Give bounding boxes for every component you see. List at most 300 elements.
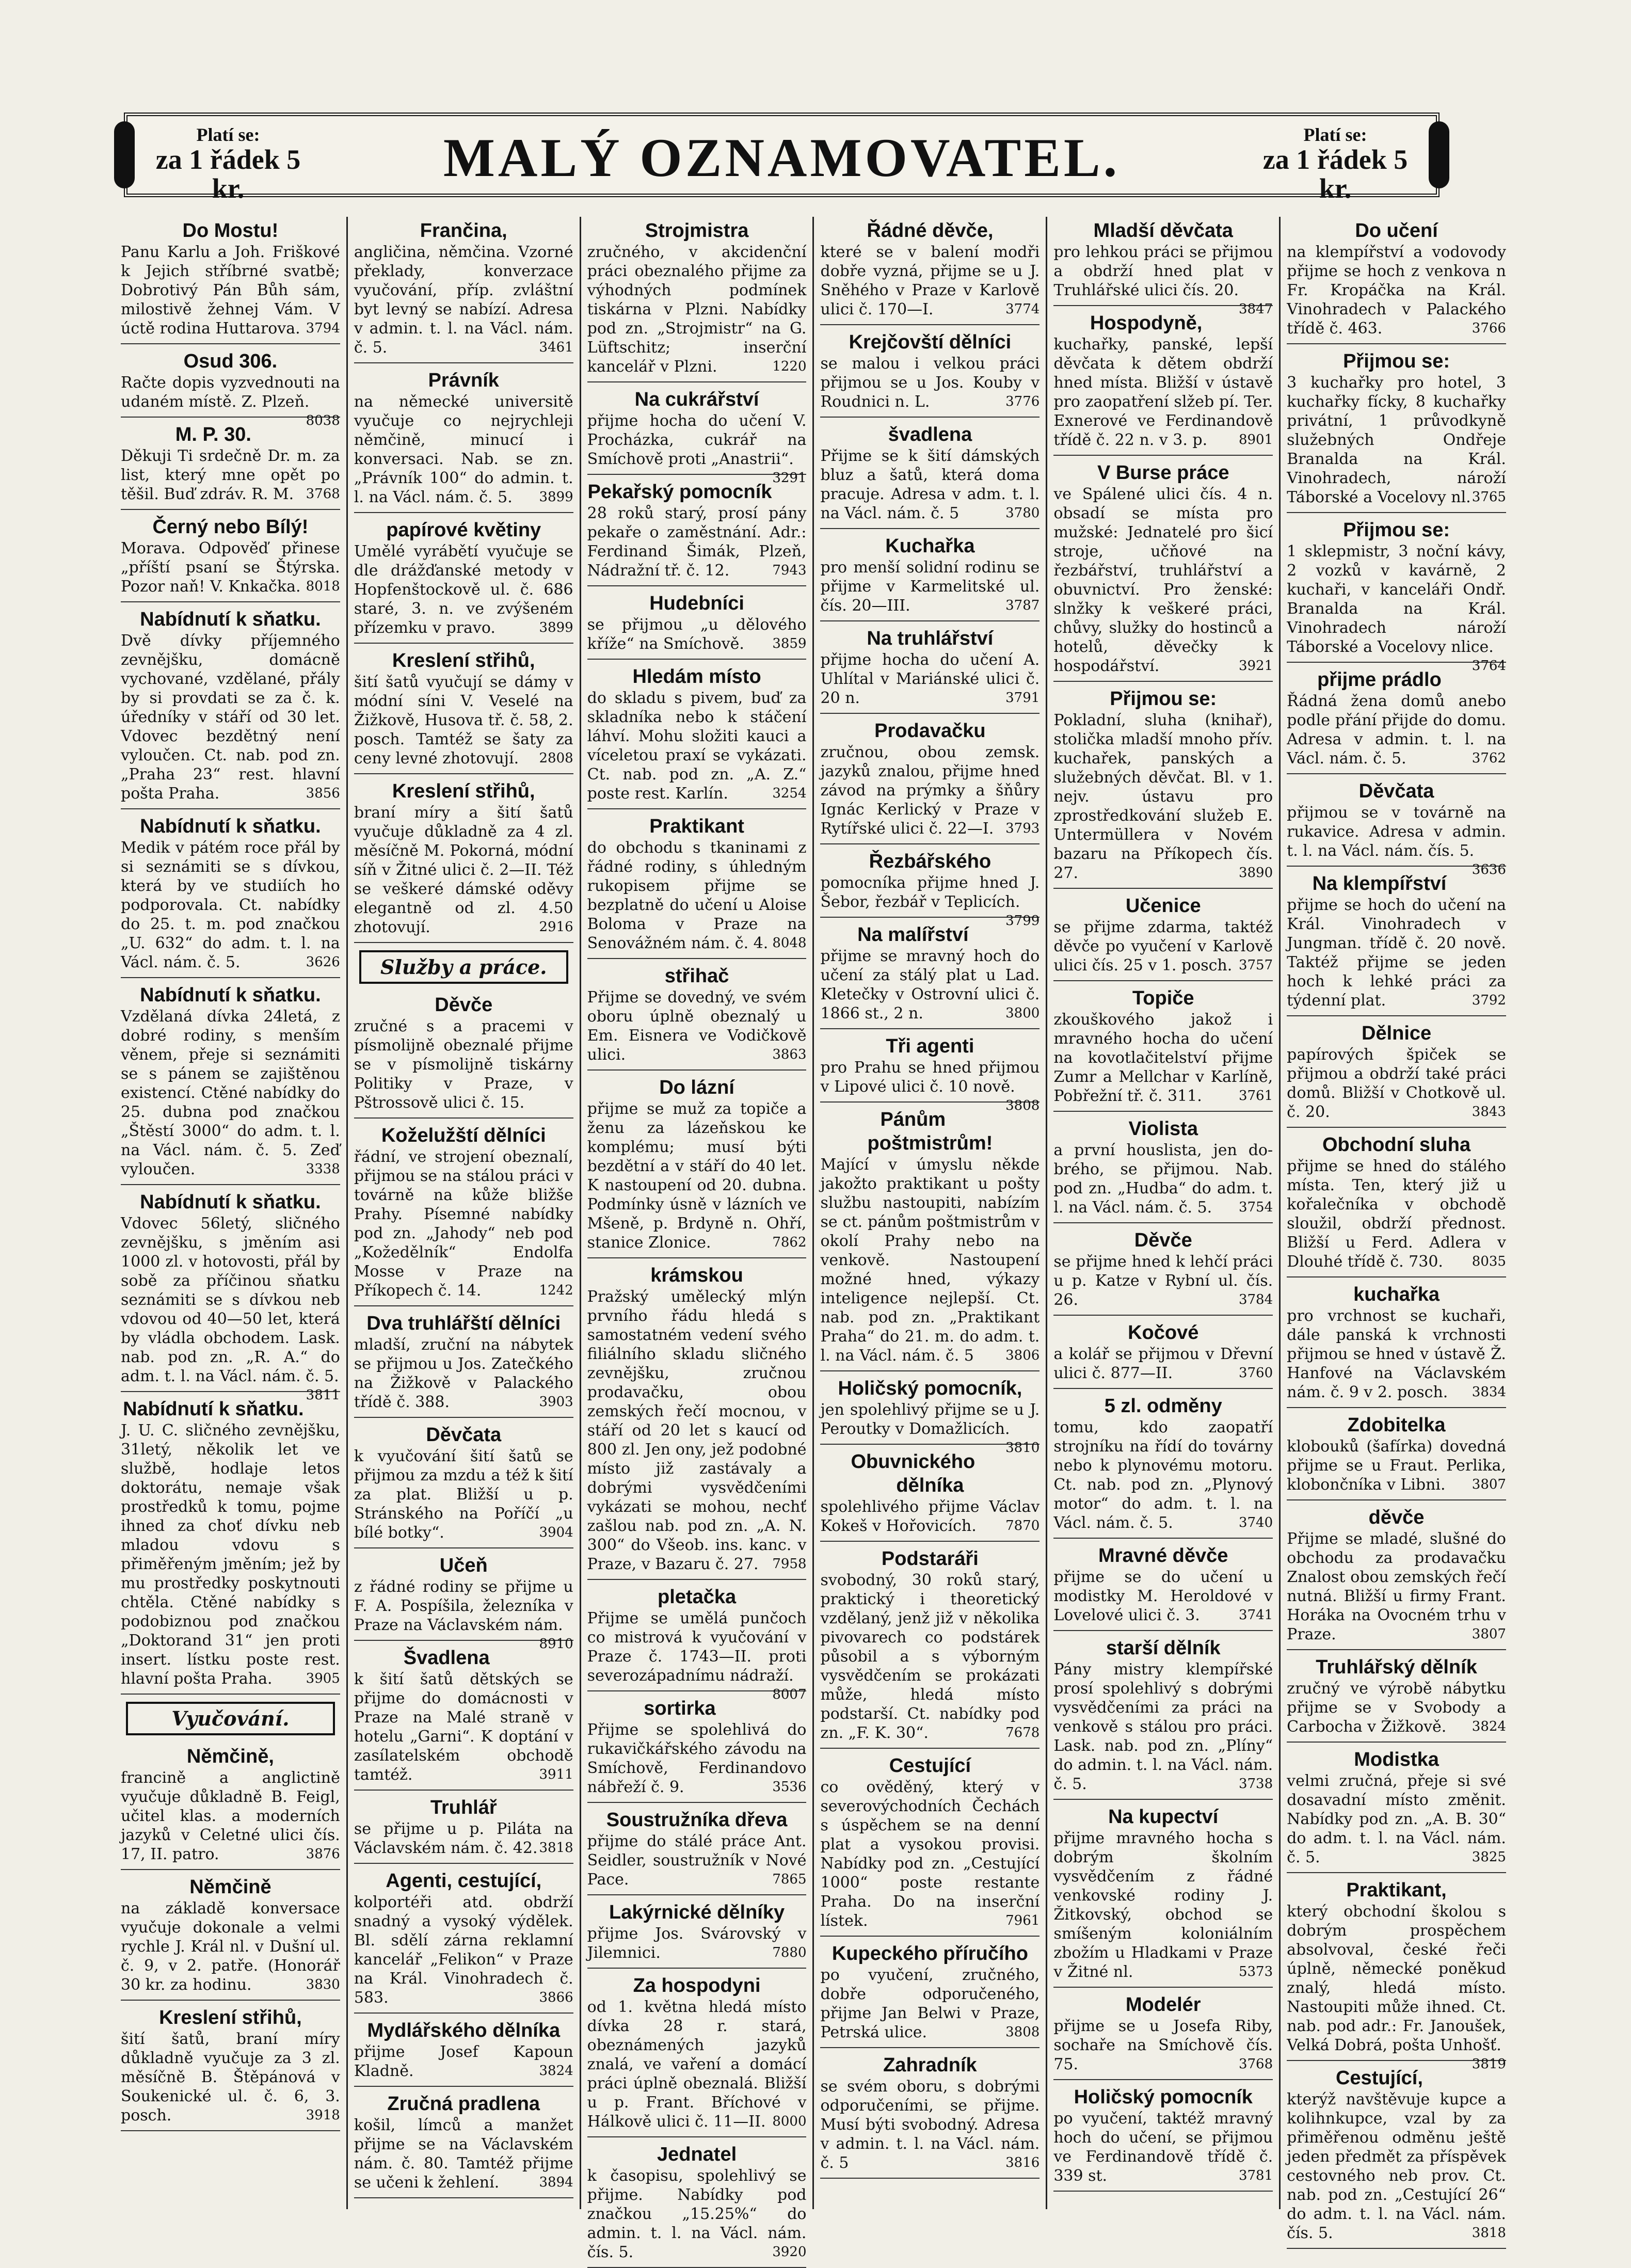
ad-text: kterýž navštěvuje kupce a kolihnkupce, vzal by za přiměřenou odměnu ještě jeden předmět za příspěvek cestovného neb prov. Ct. nab. pod zn. „Cestující 26“ do adm. t. l. na Václ. nám. čís. 5. — [1287, 2090, 1506, 2242]
ad-heading: Přijmou se: — [1110, 688, 1217, 710]
ad-heading: Zdobitelka — [1347, 1414, 1446, 1436]
ad-heading: Řezbářského — [869, 851, 992, 872]
ad-number: 3818 — [1472, 2225, 1506, 2241]
ads-column — [346, 217, 580, 2209]
ad-number: 3824 — [1472, 1719, 1506, 1734]
ad-text: Pražský umělecký mlýn prvního řádu hledá s samostatném vedení svého filiálního skladu sličného zevnějšku, zručnou prodavačku, obou zemských řečí mocnou, v stáří od 20 let s kaucí od 800 zl. Jen ony, jež podobné místo již zastávaly a dobrými vysvědčeními vykázati se mohou, nechť zašlou nab. pod zn. „A. N. 300“ do Všeob. ins. kanc. v Praze, v Bazaru č. 27. — [587, 1288, 807, 1573]
classified-ad — [820, 1448, 1040, 1542]
ad-heading: švadlena — [888, 424, 972, 445]
ad-heading: Mravné děvče — [1098, 1545, 1228, 1567]
classified-ad — [121, 605, 340, 809]
ad-number: 3894 — [539, 2175, 573, 2190]
classified-ad — [1287, 217, 1506, 344]
ad-heading: Modelér — [1125, 1994, 1201, 2016]
section-header: Vyučování. — [126, 1702, 335, 1735]
ad-heading: Do Mostu! — [182, 220, 279, 242]
ad-text: přijme mravného hocha s dobrým školním vysvědčením z řádné venkovské rodiny J. Žitkovský, obchod se smíšeným koloniálním zbožím u Hladkami v Praze v Žitné nl. — [1053, 1829, 1273, 1981]
classified-ad — [354, 647, 573, 774]
classified-ad — [820, 1375, 1040, 1456]
ad-heading: Na cukrářství — [634, 389, 759, 410]
ad-number: 3911 — [539, 1767, 573, 1782]
ad-heading: Černý nebo Bílý! — [152, 516, 309, 538]
ad-number: 2808 — [539, 750, 573, 766]
price-left — [143, 125, 313, 203]
classified-ad — [1053, 1115, 1273, 1223]
ad-number: 8038 — [306, 413, 340, 428]
ad-heading: Děvčata — [1358, 780, 1434, 802]
ad-heading: 5 zl. odměny — [1104, 1395, 1222, 1417]
ad-number: 3808 — [1005, 1098, 1040, 1113]
ad-heading: Na truhlářství — [867, 628, 994, 649]
classified-ad — [587, 812, 807, 959]
classified-ad — [587, 1972, 807, 2137]
ad-number: 3819 — [1472, 2056, 1506, 2072]
classified-ad — [587, 1261, 807, 1580]
ad-number: 3787 — [1005, 598, 1040, 613]
ad-heading: Cestující — [889, 1755, 971, 1777]
ad-number: 3899 — [539, 489, 573, 505]
classified-ad — [1287, 1746, 1506, 1873]
ad-number: 3807 — [1472, 1626, 1506, 1642]
ad-number: 3626 — [306, 954, 340, 970]
ad-number: 3741 — [1238, 1607, 1273, 1623]
classified-ad — [1053, 1542, 1273, 1631]
ad-text: na německé universitě vyučuje co nejrychleji němčině, minucí i konversaci. Nab. se zn. „Právník 100“ do admin. t. l. na Václ. nám. č. 5. — [354, 393, 573, 506]
ad-number: 3794 — [306, 321, 340, 336]
ad-heading: Přijmou se: — [1343, 519, 1450, 541]
classified-ad — [1053, 2083, 1273, 2192]
ad-text: přijme se muž za topiče a ženu za lázeňskou ke komplému; musí býti bezdětní a v stáří do 40 let. K nastoupení od 20. dubna. Podmínky úsně v lázních ve Mšeně, p. Brdyně n. Ohří, stanice Zlonice. — [587, 1100, 807, 1252]
classified-ad — [587, 1074, 807, 1258]
ad-number: 3536 — [772, 1779, 807, 1795]
classified-ad — [354, 366, 573, 513]
ad-heading: Topiče — [1132, 987, 1194, 1009]
ad-text: Morava. Odpověď přinese „příští psaní se Štýrska. Pozor naň! V. Knkačka. — [121, 539, 340, 596]
ad-text: se přijme hned k lehčí práci u p. Katze v Rybní ul. čís. 26. — [1053, 1253, 1273, 1309]
classified-ad — [1053, 309, 1273, 456]
ad-heading: Na kupectví — [1108, 1806, 1219, 1828]
ad-text: se přijme u p. Piláta na Václavském nám. č. 42. — [354, 1820, 573, 1857]
classified-ad — [354, 777, 573, 943]
ad-heading: Frančina, — [420, 220, 507, 242]
ad-heading: Lakýrnické dělníky — [609, 1902, 785, 1923]
ads-grid — [115, 217, 1512, 2261]
ad-text: Dvě dívky příjemného zevnějšku, domácně vychované, vzdělané, přály by si provdati se za č. k. úředníky v stáří od 30 let. Vdovec bezdětný není vyloučen. Ct. nab. pod zn. „Praha 23“ rest. hlavní pošta Praha. — [121, 632, 340, 803]
ad-number: 3866 — [539, 1990, 573, 2005]
classified-ad — [587, 478, 807, 586]
ad-heading: Švadlena — [403, 1647, 490, 1669]
ad-heading: Krejčovští dělníci — [849, 331, 1012, 353]
ad-text: zručné s a pracemi v písmolijně obeznalé přijme se v písmolijně tiskárny Politiky v Praze, v Pštrossově ulici č. 15. — [354, 1017, 573, 1112]
ad-number: 3766 — [1472, 321, 1506, 336]
ad-heading: Děvče — [435, 994, 493, 1016]
ad-number: 5373 — [1238, 1964, 1273, 1979]
classified-ad — [1287, 1504, 1506, 1650]
ad-text: klobouků (šafírka) dovedná přijme se u Fraut. Perlika, klobončníka v Libni. — [1287, 1438, 1506, 1494]
classified-ad — [1053, 892, 1273, 981]
ad-number: 3793 — [1005, 821, 1040, 836]
ad-text: po vyučení, taktéž mravný hoch do učení, se přijmou ve Ferdinandově třídě č. 339 st. — [1053, 2110, 1273, 2185]
ad-text: Mající v úmyslu někde jakožto praktikant u pošty službu nastoupiti, nabízím se ct. pánům poštmistrům v okolí Prahy nebo na venkově. Nastoupení možné hned, výkazy inteligence nejlepší. Ct. nab. pod zn. „Praktikant Praha“ do 21. m. do adm. t. l. na Václ. nám. č. 5 — [820, 1156, 1040, 1365]
ad-number: 3920 — [772, 2244, 807, 2260]
ad-text: zručnou, obou zemsk. jazyků znalou, přijme hned závod na prýmky a šňůry Ignác Kerlický v Praze v Rytířské ulici č. 22—I. — [820, 743, 1040, 838]
ad-heading: Kreslení střihů, — [392, 650, 535, 672]
ad-heading: Obuvnického dělníka — [851, 1451, 976, 1496]
ad-number: 7678 — [1005, 1725, 1040, 1740]
ad-number: 3834 — [1472, 1384, 1506, 1400]
ad-text: kolportéři atd. obdrží snadný a vysoký výdělek. Bl. sdělí zárna reklamní kancelář „Felikon“ v Praze na Král. Vinohradech č. 583. — [354, 1893, 573, 2007]
classified-ad — [354, 1794, 573, 1864]
ad-text: přijme Jos. Svárovský v Jilemnici. — [587, 1925, 807, 1962]
ad-text: velmi zručná, přeje si své dosavadní místo změnit. Nabídky pod zn. „A. B. 30“ do adm. t. l. na Václ. nám. č. 5. — [1287, 1772, 1506, 1866]
ad-text: po vyučení, zručného, dobře odporučeného, přijme Jan Belwi v Praze, Petrská ulice. — [820, 1966, 1040, 2041]
classified-ad — [354, 1552, 573, 1652]
ad-heading: Na malířství — [857, 924, 969, 946]
ad-text: šití šatů vyučují se dámy v módní síni V. Veselé na Žižkově, Husova tř. č. 58, 2. posch. Tamtéž se šaty za ceny levné zhotovují. — [354, 673, 573, 768]
ads-column — [812, 217, 1046, 2209]
classified-ad — [820, 328, 1040, 418]
ad-text: 3 kuchařky pro hotel, 3 kuchařky fícky, 8 kuchařky privátní, 1 průvodkyně služebných Ondřeje Branalda na Král. Vinohradech, nároží Táborské a Vocelovy nl. — [1287, 374, 1506, 506]
masthead — [124, 113, 1440, 204]
ad-number: 3768 — [306, 486, 340, 502]
ad-number: 3825 — [1472, 1849, 1506, 1865]
ad-number: 3762 — [1472, 750, 1506, 766]
ad-number: 3818 — [539, 1840, 573, 1856]
classified-ad — [354, 217, 573, 363]
ad-number: 3636 — [1472, 862, 1506, 877]
ad-number: 3859 — [772, 636, 807, 651]
ad-text: jen spolehlivý přijme se u J. Peroutky v Domažlicích. — [820, 1401, 1040, 1438]
ad-text: na klempířství a vodovody přijme se hoch z venkova n Fr. Kropáčka na Král. Vinohradech v Palackého třídě č. 463. — [1287, 243, 1506, 338]
classified-ad — [354, 2090, 573, 2198]
ad-heading: Praktikant, — [1346, 1879, 1447, 1901]
classified-ad — [1053, 1392, 1273, 1539]
classified-ad — [820, 921, 1040, 1029]
ad-text: a kolář se přijmou v Dřevní ulici č. 877—II. — [1053, 1345, 1273, 1382]
ad-number: 8048 — [772, 935, 807, 951]
ad-text: přijme do stálé práce Ant. Seidler, soustružník v Nové Pace. — [587, 1832, 807, 1889]
ad-number: 3921 — [1238, 658, 1273, 674]
ad-text: přijme se do učení u modistky M. Heroldové v Lovelové ulici č. 3. — [1053, 1568, 1273, 1624]
classified-ad — [1287, 1411, 1506, 1500]
classified-ad — [587, 962, 807, 1071]
classified-ad — [820, 2051, 1040, 2179]
price-right — [1250, 125, 1420, 203]
ad-heading: starší dělník — [1106, 1637, 1221, 1659]
classified-ad — [820, 532, 1040, 621]
classified-ad — [1053, 1803, 1273, 1988]
ad-number: 3764 — [1472, 658, 1506, 674]
ad-number: 3291 — [772, 470, 807, 486]
ad-heading: Řádné děvče, — [867, 220, 994, 242]
ad-text: přijme Josef Kapoun Kladně. — [354, 2043, 573, 2080]
ad-text: Přijme se k šití dámských bluz a šatů, která doma pracuje. Adresa v adm. t. l. na Václ. nám. č. 5 — [820, 447, 1040, 522]
ad-heading: Kuchařka — [885, 535, 975, 557]
ad-text: Panu Karlu a Joh. Friškové k Jejich stříbrné svatbě; Dobrotivý Pán Bůh sám, milostivě žehnej Vám. V úctě rodina Huttarova. — [121, 243, 340, 338]
ads-column — [1046, 217, 1279, 2209]
ad-number: 7958 — [772, 1556, 807, 1572]
classified-ad — [354, 1309, 573, 1418]
classified-ad — [820, 625, 1040, 714]
ad-heading: Strojmistra — [645, 220, 749, 242]
ad-text: Přijme se mladé, slušné do obchodu za prodavačku Znalost obou zemských řečí nutná. Bližší u firmy Frant. Horáka na Ovocném trhu v Praze. — [1287, 1530, 1506, 1643]
ad-text: k šití šatů dětských se přijme do domácnosti v Praze na Malé straně v hotelu „Garni“. K doptání v zasílatelském obchodě tamtéž. — [354, 1670, 573, 1784]
classified-ad — [1053, 984, 1273, 1112]
ad-number: 7870 — [1005, 1518, 1040, 1534]
ad-text: pro Prahu se hned přijmou v Lipové ulici č. 10 nově. — [820, 1059, 1040, 1096]
ad-text: mladší, zruční na nábytek se přijmou u Jos. Zatečkého na Žižkově v Palackého třídě č. 388. — [354, 1336, 573, 1411]
ad-number: 3800 — [1005, 1005, 1040, 1021]
classified-ad — [587, 589, 807, 660]
ad-number: 3461 — [539, 340, 573, 355]
classified-ad — [121, 981, 340, 1185]
ad-number: 3905 — [306, 1671, 340, 1686]
classified-ad — [1053, 1226, 1273, 1316]
ad-number: 3760 — [1238, 1365, 1273, 1381]
ad-heading: Nabídnutí k sňatku. — [140, 1191, 321, 1213]
ad-heading: Němčině — [189, 1876, 271, 1898]
ad-text: se svém oboru, s dobrými odporučeními, se přijme. Musí býti svobodný. Adresa v admin. t. l. na Václ. nám. č. 5 — [820, 2078, 1040, 2172]
ad-text: z řádné rodiny se přijme u F. A. Pospíšila, železníka v Praze na Václavském nám. — [354, 1578, 573, 1634]
classified-ad — [820, 1752, 1040, 1937]
ad-heading: Mladší děvčata — [1093, 220, 1233, 242]
ad-heading: Němčině, — [186, 1746, 274, 1767]
ad-text: pro menší solidní rodinu se přijme v Karmelitské ul. čís. 20—III. — [820, 558, 1040, 615]
classified-ad — [1287, 1653, 1506, 1743]
ad-text: se malou i velkou práci přijmou se u Jos. Kouby v Roudnici n. L. — [820, 355, 1040, 411]
ad-number: 3890 — [1238, 865, 1273, 881]
classified-ad — [121, 1743, 340, 1870]
ad-text: 1 sklepmistr, 3 noční kávy, 2 vozků v kavárně, 2 kuchaři, v kanceláři Ondř. Branalda na Král. Vinohradech nároží Táborské a Vocelovy nlice. — [1287, 542, 1506, 656]
ad-text: kuchařky, panské, lepší děvčata k dětem obdrží hned místa. Bližší v ústavě pro zaopatření slžeb pí. Ter. Exnerové ve Ferdinandově třídě č. 22 n. v 3. p. — [1053, 336, 1273, 449]
ad-heading: Nabídnutí k sňatku. — [140, 816, 321, 837]
classified-ad — [354, 2017, 573, 2087]
ads-column — [1279, 217, 1512, 2242]
ad-heading: Podstaráři — [881, 1548, 979, 1570]
ad-text: který obchodní školou s dobrým prospěchem absolvoval, české řeči úplně, německé poněkud znalý, hledá místo. Nastoupiti může ihned. Ct. nab. pod adr.: Fr. Janoušek, Velká Dobrá, pošta Unhošť. — [1287, 1903, 1506, 2054]
ad-text: se přijme zdarma, taktéž děvče po vyučení v Karlově ulici čís. 25 v 1. posch. — [1053, 918, 1273, 975]
ad-number: 1242 — [539, 1283, 573, 1298]
ad-number: 3254 — [772, 786, 807, 801]
ad-heading: Obchodní sluha — [1322, 1134, 1471, 1156]
classified-ad — [354, 1867, 573, 2014]
ad-text: spolehlivého přijme Václav Kokeš v Hořovicích. — [820, 1498, 1040, 1535]
ad-heading: Jednatel — [657, 2144, 737, 2165]
ad-heading: papírové květiny — [386, 519, 541, 541]
ad-number: 8018 — [306, 579, 340, 594]
page-title: MALÝ OZNAMOVATEL. — [443, 127, 1121, 188]
ad-heading: Zahradník — [883, 2054, 977, 2076]
ad-heading: děvče — [1368, 1507, 1425, 1528]
ad-number: 3738 — [1238, 1776, 1273, 1792]
classified-ad — [121, 812, 340, 978]
ad-heading: Zručná pradlena — [387, 2093, 540, 2115]
ad-number: 3811 — [306, 1387, 340, 1403]
ad-number: 8901 — [1238, 432, 1273, 448]
ad-text: pomocníka přijme hned J. Šebor, řezbář v Teplicích. — [820, 874, 1040, 911]
ad-heading: Soustružníka dřeva — [606, 1809, 788, 1831]
ad-number: 8007 — [772, 1687, 807, 1702]
ad-text: přijme se u Josefa Riby, sochaře na Smíchově čís. 75. — [1053, 2017, 1273, 2073]
ad-number: 3765 — [1472, 489, 1506, 505]
ad-text: přijme hocha do učení A. Uhlítal v Mariánské ulici č. 20 n. — [820, 651, 1040, 707]
ad-number: 3899 — [539, 620, 573, 635]
ad-heading: Nabídnutí k sňatku. — [140, 984, 321, 1006]
classified-ad — [587, 663, 807, 809]
ad-number: 3918 — [306, 2107, 340, 2123]
ad-text: Vdovec 56letý, sličného zevnějšku, s jměním asi 1000 zl. v hotovosti, přál by sobě za příčinou sňatku seznámiti se s dívkou neb vdovou od 40—50 let, která by vládla obchodem. Lask. nab. pod zn. „R. A.“ do adm. t. l. na Václ. nám. č. 5. — [121, 1215, 340, 1385]
ad-number: 2916 — [539, 919, 573, 935]
ad-text: Vzdělaná dívka 24letá, z dobré rodiny, s menším věnem, přeje si seznámiti se s pánem se zajištěnou existencí. Ctěné nabídky do 25. dubna pod značkou „Štěstí 3000“ do adm. t. l. na Václ. nám. č. 5. Zeď vyloučen. — [121, 1008, 340, 1178]
classified-ad — [121, 2004, 340, 2131]
ad-text: francině a anglictině vyučuje důkladně B. Feigl, učitel klas. a moderních jazyků v Celetné ulici čís. 17, II. patro. — [121, 1769, 340, 1863]
ad-text: Medik v pátém roce přál by si seznámiti se s dívkou, která by ve studiích ho podporovala. Ct. nabídky do 25. t. m. pod značkou „U. 632“ do adm. t. l. na Václ. nám. č. 5. — [121, 839, 340, 971]
ad-text: Přijme se umělá punčoch co mistrová k vyučování v Praze č. 1743—II. proti severozápadnímu nádraží. — [587, 1609, 807, 1685]
price-left-value: za 1 řádek 5 kr. — [155, 143, 301, 204]
ad-text: Přijme se dovedný, ve svém oboru úplně obeznalý u Em. Eisnera ve Vodičkově ulici. — [587, 988, 807, 1064]
ad-number: 8000 — [772, 2114, 807, 2129]
classified-ad — [587, 1806, 807, 1895]
ad-heading: pletačka — [658, 1586, 737, 1608]
classified-ad — [587, 2141, 807, 2268]
ad-heading: Tři agenti — [886, 1035, 974, 1057]
classified-ad — [587, 386, 807, 486]
ad-heading: střihač — [664, 965, 729, 987]
ad-text: svobodný, 30 roků starý, praktický i theoretický vzdělaný, jenž již v několika pivovarech co podstárek působil a s výborným vysvědčením se prokázati může, hledá místo podstarší. Ct. nabídky pod zn. „F. K. 30“. — [820, 1571, 1040, 1742]
classified-ad — [354, 1421, 573, 1548]
ad-number: 7961 — [1005, 1913, 1040, 1928]
ad-number: 7943 — [772, 563, 807, 578]
ad-heading: Do učení — [1355, 220, 1438, 242]
ad-number: 3757 — [1238, 957, 1273, 973]
ad-number: 7880 — [772, 1945, 807, 1960]
classified-ad — [354, 1122, 573, 1306]
ad-number: 3816 — [1005, 2155, 1040, 2170]
ad-number: 3768 — [1238, 2056, 1273, 2072]
classified-ad — [1053, 1634, 1273, 1800]
ad-number: 3791 — [1005, 690, 1040, 706]
ad-heading: Přijmou se: — [1343, 350, 1450, 372]
ad-heading: sortirka — [644, 1698, 716, 1719]
ad-number: 3780 — [1005, 505, 1040, 521]
classified-ad — [1287, 516, 1506, 674]
ad-text: zručný ve výrobě nábytku přijme se v Svobody a Carbocha v Žižkově. — [1287, 1680, 1506, 1736]
ad-heading: Osud 306. — [183, 350, 278, 372]
classified-ad — [121, 217, 340, 344]
ad-number: 3754 — [1238, 1200, 1273, 1215]
ad-number: 3876 — [306, 1846, 340, 1862]
ad-heading: Holičský pomocník, — [838, 1378, 1022, 1399]
ad-heading: Kreslení střihů, — [159, 2007, 302, 2029]
ad-heading: Kočové — [1128, 1322, 1199, 1344]
ads-column — [115, 217, 346, 2209]
ad-heading: Dělnice — [1361, 1023, 1432, 1044]
ad-text: ve Spálené ulici čís. 4 n. obsadí se místa pro mužské: Jednatelé pro šicí stroje, učňové na řezbářství, truhlářství a obuvnictví. Pro ženské: slnžky k veškeré práci, chůvy, služky do hostinců a hotelů, děvečky k hospodářství. — [1053, 485, 1273, 675]
ad-text: J. U. C. sličného zevnějšku, 31letý, několik let ve službě, hodlaje letos doktorátu, nemaje však prostředků k tomu, pojme ihned za choť dívku neb mladou vdovu s přiměřeným jměním; jež by mu prostředky poskytnouti chtěla. Ctěné nabídky s podobiznou pod značkou „Doktorand 31“ jen proti insert. lístku poste rest. hlavní pošta Praha. — [121, 1422, 340, 1688]
classified-ad — [1287, 347, 1506, 513]
classified-ad — [1287, 1876, 1506, 2072]
ad-text: se přijmou „u dělového kříže“ na Smíchově. — [587, 616, 807, 653]
classified-ad — [121, 421, 340, 510]
ad-heading: Děvčata — [426, 1424, 502, 1446]
ad-text: co ověděný, který v severovýchodních Čechách s úspěchem se na denní plat a vysokou provisi. Nabídky pod zn. „Cestující 1000“ poste restante Praha. Do na inserční lístek. — [820, 1778, 1040, 1930]
classified-ad — [354, 1644, 573, 1791]
classified-ad — [1287, 1019, 1506, 1128]
classified-ad — [587, 1898, 807, 1969]
classified-ad — [587, 217, 807, 382]
ad-heading: Hospodyně, — [1090, 312, 1203, 334]
ad-number: 3338 — [306, 1161, 340, 1177]
ad-text: 28 roků starý, prosí pány pekaře o zaměstnání. Adr.: Ferdinand Šimák, Plzeň, Nádražní tř. č. 12. — [587, 504, 807, 580]
ad-number: 3776 — [1005, 394, 1040, 409]
classified-ad — [1287, 666, 1506, 774]
ad-heading: Kupeckého příručího — [832, 1943, 1028, 1964]
ad-heading: krámskou — [650, 1265, 743, 1286]
ad-text: košil, límců a manžet přijme se na Václavském nám. č. 80. Tamtéž přijme se učeni k žehlení. — [354, 2116, 573, 2192]
ad-heading: přijme prádlo — [1317, 669, 1442, 691]
classified-ad — [820, 1940, 1040, 2048]
ad-number: 8910 — [539, 1636, 573, 1652]
ad-number: 3843 — [1472, 1104, 1506, 1120]
ad-number: 3904 — [539, 1525, 573, 1540]
ad-heading: Učeň — [439, 1555, 488, 1576]
ad-heading: Za hospodyni — [633, 1975, 761, 1997]
ad-heading: Nabídnutí k sňatku. — [123, 1398, 304, 1420]
ad-text: braní míry a šití šatů vyučuje důkladně za 4 zl. měsíčně M. Pokorná, módní síň v Žitné ulici č. 2—II. Též se veškeré dámské oděvy elegantně od zl. 4.50 zhotovují. — [354, 804, 573, 936]
classified-ad — [1053, 685, 1273, 889]
ad-number: 3806 — [1005, 1348, 1040, 1363]
classified-ad — [121, 347, 340, 428]
classified-ad — [820, 421, 1040, 529]
ad-text: Děkuji Ti srdečně Dr. m. za list, který mne opět po těšil. Buď zdráv. R. M. — [121, 447, 340, 503]
ad-heading: Kreslení střihů, — [392, 780, 535, 802]
classified-ad — [1053, 217, 1273, 317]
classified-ad — [1053, 1991, 1273, 2080]
ad-number: 3807 — [1472, 1477, 1506, 1492]
ad-number: 3808 — [1005, 2024, 1040, 2040]
ad-text: do obchodu s tkaninami z řádné rodiny, s úhledným rukopisem přijme se bezplatně do učení u Aloise Boloma v Praze na Senovážném nám. č. 4. — [587, 839, 807, 952]
ad-text: Řádná žena domů anebo podle přání přijde do domu. Adresa v admin. t. l. na Václ. nám. č. 5. — [1287, 692, 1506, 768]
classified-ad — [121, 1873, 340, 2001]
classified-ad — [820, 1545, 1040, 1749]
ad-number: 3830 — [306, 1977, 340, 1992]
ad-heading: Pekařský pomocník — [587, 481, 772, 503]
ad-heading: Děvče — [1134, 1229, 1192, 1251]
ad-text: a první houslista, jen do-brého, se přijmou. Nab. pod zn. „Hudba“ do adm. t. l. na Václ. nám. č. 5. — [1053, 1141, 1273, 1217]
price-right-value: za 1 řádek 5 kr. — [1262, 143, 1408, 204]
ad-text: Pány mistry klempířské prosí spolehlivý s dobrými vysvědčeními za práci na venkově s stálou pro práci. Lask. nab. pod zn. „Plíny“ do admin. t. l. na Václ. nám. č. 5. — [1053, 1660, 1273, 1793]
ad-heading: Dva truhlářští dělníci — [366, 1313, 561, 1334]
ad-number: 3903 — [539, 1394, 573, 1410]
ad-number: 3792 — [1472, 993, 1506, 1008]
ad-heading: Hudebníci — [649, 593, 744, 614]
ad-heading: kuchařka — [1353, 1284, 1440, 1305]
ad-text: do skladu s pivem, buď za skladníka nebo k stáčení láhví. Mohu složiti kauci a víceletou praxí se vykázati. Ct. nab. pod zn. „A. Z.“ poste rest. Karlín. — [587, 689, 807, 803]
ad-text: přijme se hoch do učení na Král. Vinohradech v Jungman. třídě č. 20 nově. Taktéž přijme se jeden hoch k lehké práci za týdenní plat. — [1287, 896, 1506, 1010]
ad-heading: Truhlář — [430, 1797, 497, 1818]
ornament-right — [1429, 121, 1449, 188]
ad-number: 8035 — [1472, 1254, 1506, 1269]
ad-number: 3740 — [1238, 1515, 1273, 1530]
ad-heading: Na klempířství — [1312, 873, 1447, 895]
ad-number: 3863 — [772, 1047, 807, 1062]
ad-text: přijme se hned do stálého místa. Ten, který již u kořalečníka v obchodě sloužil, obdrží přednost. Bližší u Ferd. Adlera v Dlouhé třídě č. 730. — [1287, 1157, 1506, 1271]
ad-heading: Pánům poštmistrům! — [867, 1109, 993, 1154]
ad-heading: Modistka — [1354, 1749, 1439, 1770]
ad-text: Pokladní, sluha (knihař), stolička mladší mnoho přív. kuchařek, panských a služebných děvčat. Bl. v 1. nejv. ústavu pro zprostředkování služeb E. Untermüllera v Novém bazaru na Příkopech čís. 27. — [1053, 711, 1273, 882]
price-left-label: Platí se: — [196, 124, 260, 145]
ad-text: přijme hocha do učení V. Procházka, cukrář na Smíchově proti „Anastrii“. — [587, 412, 807, 468]
